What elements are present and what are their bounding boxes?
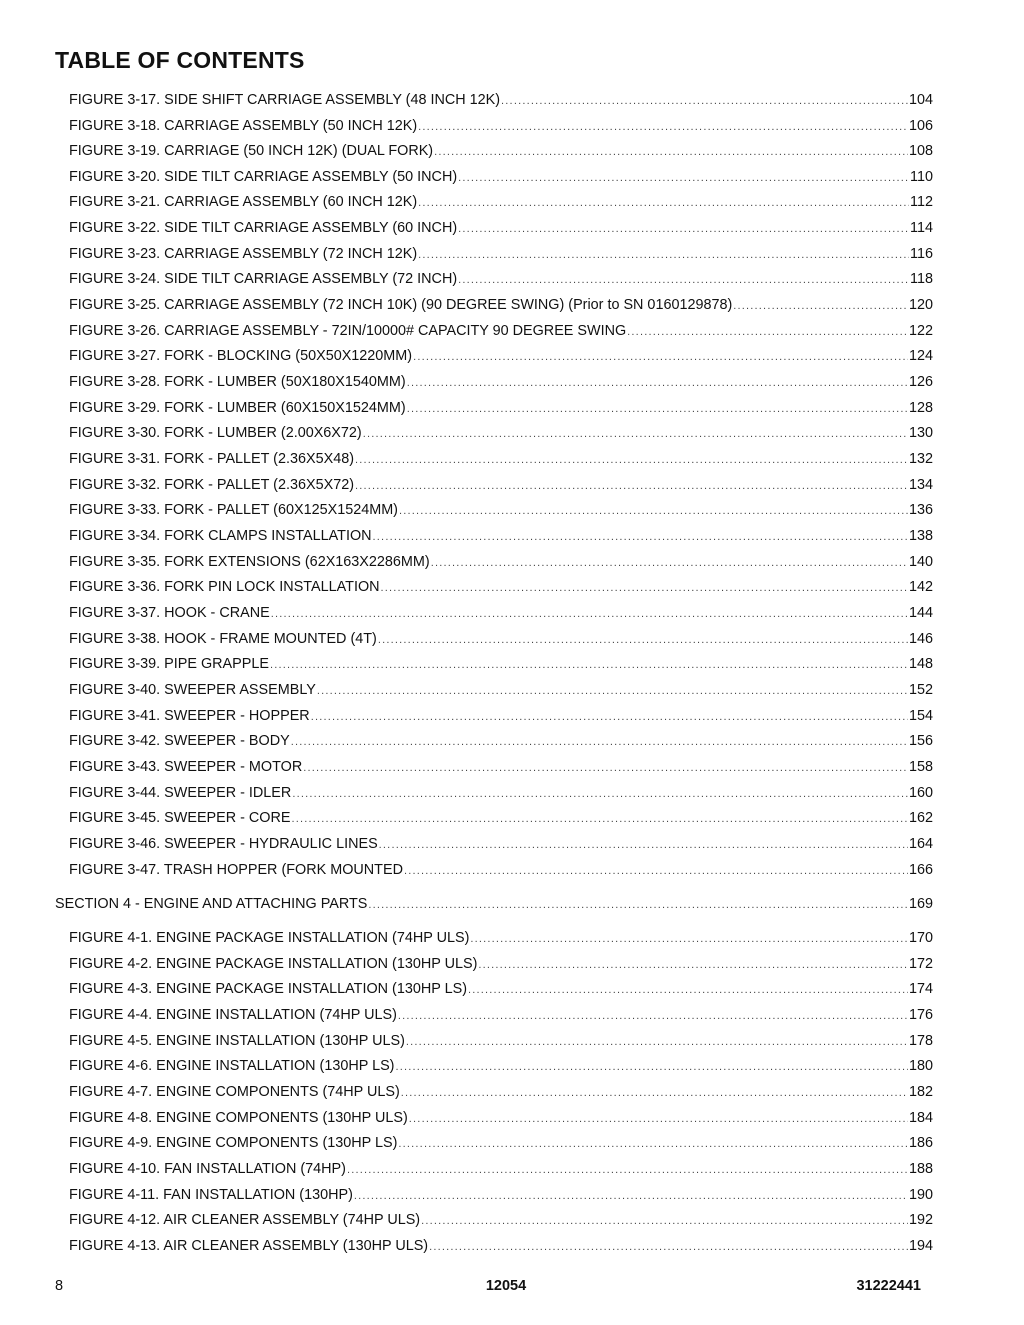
doc-code: 12054 xyxy=(485,1278,527,1294)
toc-entry-label: FIGURE 3-30. FORK - LUMBER (2.00X6X72) xyxy=(69,425,362,441)
toc-entry[interactable] xyxy=(69,980,933,998)
toc-entry-page: 152 xyxy=(908,682,933,698)
toc-entry-label: FIGURE 3-32. FORK - PALLET (2.36X5X72) xyxy=(69,477,354,493)
dot-leader xyxy=(355,451,908,469)
toc-entry-label: FIGURE 3-20. SIDE TILT CARRIAGE ASSEMBLY (50 INCH) xyxy=(69,169,458,185)
toc-entry[interactable] xyxy=(69,1109,933,1127)
page-title: TABLE OF CONTENTS xyxy=(55,47,305,73)
toc-entry-page: 136 xyxy=(908,502,933,518)
toc-entry-label: FIGURE 3-36. FORK PIN LOCK INSTALLATION xyxy=(69,579,380,595)
toc-entry-page: 156 xyxy=(908,733,933,749)
toc-entry-page: 118 xyxy=(910,271,933,287)
toc-entry-label: FIGURE 4-4. ENGINE INSTALLATION (74HP ULS) xyxy=(69,1007,397,1023)
toc-entry-label: FIGURE 3-28. FORK - LUMBER (50X180X1540MM) xyxy=(69,374,406,390)
toc-entry-page: 124 xyxy=(908,348,933,364)
dot-leader xyxy=(270,656,908,674)
toc-entry-page: 106 xyxy=(908,118,933,134)
toc-entry[interactable] xyxy=(69,117,933,135)
toc-entry[interactable] xyxy=(69,707,933,725)
toc-entry-label: FIGURE 3-41. SWEEPER - HOPPER xyxy=(69,708,310,724)
toc-entry-page: 140 xyxy=(908,554,933,570)
toc-entry-label: FIGURE 3-47. TRASH HOPPER (FORK MOUNTED xyxy=(69,862,403,878)
toc-entry[interactable] xyxy=(69,835,933,853)
dot-leader xyxy=(468,981,908,999)
toc-entry[interactable] xyxy=(69,142,933,160)
toc-section-entry[interactable] xyxy=(55,895,933,913)
dot-leader xyxy=(429,1238,908,1256)
toc-entry-label: SECTION 4 - ENGINE AND ATTACHING PARTS xyxy=(55,896,368,912)
toc-entry[interactable] xyxy=(69,245,933,263)
toc-entry[interactable] xyxy=(69,861,933,879)
part-number: 31222441 xyxy=(856,1278,921,1294)
toc-entry[interactable] xyxy=(69,193,933,211)
dot-leader xyxy=(458,169,909,187)
toc-entry-page: 162 xyxy=(908,810,933,826)
toc-entry-page: 178 xyxy=(908,1033,933,1049)
toc-entry-label: FIGURE 3-35. FORK EXTENSIONS (62X163X2286MM) xyxy=(69,554,430,570)
toc-entry-page: 138 xyxy=(908,528,933,544)
toc-entry-page: 190 xyxy=(908,1187,933,1203)
toc-entry[interactable] xyxy=(69,399,933,417)
dot-leader xyxy=(292,810,908,828)
toc-entry-label: FIGURE 3-39. PIPE GRAPPLE xyxy=(69,656,269,672)
toc-entry-label: FIGURE 3-46. SWEEPER - HYDRAULIC LINES xyxy=(69,836,378,852)
dot-leader xyxy=(404,862,908,880)
dot-leader xyxy=(311,708,908,726)
toc-entry[interactable] xyxy=(69,784,933,802)
dot-leader xyxy=(363,425,908,443)
toc-entry[interactable] xyxy=(69,1160,933,1178)
dot-leader xyxy=(406,1033,908,1051)
toc-entry-label: FIGURE 3-31. FORK - PALLET (2.36X5X48) xyxy=(69,451,354,467)
toc-entry-label: FIGURE 3-40. SWEEPER ASSEMBLY xyxy=(69,682,316,698)
toc-entry-label: FIGURE 3-25. CARRIAGE ASSEMBLY (72 INCH 10K) (90 DEGREE SWING) (Prior to SN 0160129878) xyxy=(69,297,733,313)
toc-entry-label: FIGURE 3-23. CARRIAGE ASSEMBLY (72 INCH 12K) xyxy=(69,246,418,262)
dot-leader xyxy=(354,1187,908,1205)
toc-entry-label: FIGURE 4-12. AIR CLEANER ASSEMBLY (74HP ULS) xyxy=(69,1212,421,1228)
toc-entry-page: 184 xyxy=(908,1110,933,1126)
dot-leader xyxy=(409,1110,908,1128)
toc-entry-page: 148 xyxy=(908,656,933,672)
toc-entry[interactable] xyxy=(69,630,933,648)
toc-entry[interactable] xyxy=(69,168,933,186)
toc-entry-label: FIGURE 3-19. CARRIAGE (50 INCH 12K) (DUAL FORK) xyxy=(69,143,434,159)
toc-entry-label: FIGURE 3-18. CARRIAGE ASSEMBLY (50 INCH 12K) xyxy=(69,118,418,134)
toc-entry-page: 182 xyxy=(908,1084,933,1100)
toc-entry-label: FIGURE 4-3. ENGINE PACKAGE INSTALLATION (130HP LS) xyxy=(69,981,467,997)
toc-entry-label: FIGURE 3-45. SWEEPER - CORE xyxy=(69,810,291,826)
toc-entry-label: FIGURE 4-10. FAN INSTALLATION (74HP) xyxy=(69,1161,346,1177)
toc-entry[interactable] xyxy=(69,1083,933,1101)
dot-leader xyxy=(421,1212,908,1230)
toc-entry-page: 134 xyxy=(908,477,933,493)
toc-entry-page: 169 xyxy=(908,896,933,912)
dot-leader xyxy=(401,1084,908,1102)
dot-leader xyxy=(458,271,909,289)
toc-entry-label: FIGURE 4-9. ENGINE COMPONENTS (130HP LS) xyxy=(69,1135,398,1151)
toc-entry[interactable] xyxy=(69,322,933,340)
toc-entry[interactable] xyxy=(69,476,933,494)
dot-leader xyxy=(478,956,908,974)
dot-leader xyxy=(271,605,908,623)
toc-entry-page: 114 xyxy=(910,220,933,236)
toc-entry-page: 158 xyxy=(908,759,933,775)
dot-leader xyxy=(291,733,908,751)
toc-entry[interactable] xyxy=(69,424,933,442)
toc-entry-page: 112 xyxy=(910,194,933,210)
dot-leader xyxy=(398,1007,908,1025)
dot-leader xyxy=(355,477,908,495)
toc-entry[interactable] xyxy=(69,270,933,288)
toc-entry[interactable] xyxy=(69,1211,933,1229)
dot-leader xyxy=(407,374,908,392)
toc-entry[interactable] xyxy=(69,1237,933,1255)
toc-entry-label: FIGURE 4-6. ENGINE INSTALLATION (130HP LS) xyxy=(69,1058,395,1074)
toc-entry[interactable] xyxy=(69,347,933,365)
toc-entry[interactable] xyxy=(69,655,933,673)
toc-entry-page: 160 xyxy=(908,785,933,801)
dot-leader xyxy=(303,759,908,777)
toc-entry-label: FIGURE 4-13. AIR CLEANER ASSEMBLY (130HP ULS) xyxy=(69,1238,429,1254)
dot-leader xyxy=(627,323,908,341)
dot-leader xyxy=(381,579,908,597)
toc-entry-label: FIGURE 4-11. FAN INSTALLATION (130HP) xyxy=(69,1187,353,1203)
toc-entry-page: 188 xyxy=(908,1161,933,1177)
toc-entry[interactable] xyxy=(69,681,933,699)
toc-entry-label: FIGURE 3-27. FORK - BLOCKING (50X50X1220MM) xyxy=(69,348,413,364)
dot-leader xyxy=(292,785,908,803)
toc-entry[interactable] xyxy=(69,758,933,776)
dot-leader xyxy=(399,502,908,520)
toc-entry-page: 132 xyxy=(908,451,933,467)
toc-entry-page: 180 xyxy=(908,1058,933,1074)
toc-entry-page: 108 xyxy=(908,143,933,159)
dot-leader xyxy=(373,528,908,546)
dot-leader xyxy=(418,194,909,212)
dot-leader xyxy=(395,1058,908,1076)
toc-entry-label: FIGURE 3-29. FORK - LUMBER (60X150X1524MM) xyxy=(69,400,406,416)
toc-entry-label: FIGURE 3-43. SWEEPER - MOTOR xyxy=(69,759,303,775)
dot-leader xyxy=(733,297,908,315)
dot-leader xyxy=(431,554,908,572)
toc-entry-page: 146 xyxy=(908,631,933,647)
dot-leader xyxy=(317,682,908,700)
dot-leader xyxy=(378,631,908,649)
toc-entry-label: FIGURE 3-44. SWEEPER - IDLER xyxy=(69,785,292,801)
toc-entry-page: 128 xyxy=(908,400,933,416)
toc-entry-page: 166 xyxy=(908,862,933,878)
toc-entry[interactable] xyxy=(69,373,933,391)
dot-leader xyxy=(407,400,908,418)
page-number: 8 xyxy=(55,1278,64,1294)
toc-entry-page: 126 xyxy=(908,374,933,390)
toc-entry-label: FIGURE 3-38. HOOK - FRAME MOUNTED (4T) xyxy=(69,631,377,647)
toc-entry[interactable] xyxy=(69,1134,933,1152)
toc-entry[interactable] xyxy=(69,1186,933,1204)
toc-entry[interactable] xyxy=(69,450,933,468)
toc-entry-label: FIGURE 4-7. ENGINE COMPONENTS (74HP ULS) xyxy=(69,1084,400,1100)
toc-entry-label: FIGURE 4-8. ENGINE COMPONENTS (130HP ULS) xyxy=(69,1110,408,1126)
toc-entry[interactable] xyxy=(69,296,933,314)
toc-entry-page: 116 xyxy=(910,246,933,262)
toc-entry[interactable] xyxy=(69,955,933,973)
toc-entry[interactable] xyxy=(69,219,933,237)
dot-leader xyxy=(434,143,908,161)
toc-entry-label: FIGURE 4-2. ENGINE PACKAGE INSTALLATION (130HP ULS) xyxy=(69,956,478,972)
toc-entry-label: FIGURE 3-33. FORK - PALLET (60X125X1524MM) xyxy=(69,502,398,518)
toc-entry-label: FIGURE 3-26. CARRIAGE ASSEMBLY - 72IN/10000# CAPACITY 90 DEGREE SWING xyxy=(69,323,627,339)
dot-leader xyxy=(413,348,908,366)
toc-entry-page: 164 xyxy=(908,836,933,852)
toc-entry[interactable] xyxy=(69,91,933,109)
toc-entry-page: 194 xyxy=(908,1238,933,1254)
toc-entry[interactable] xyxy=(69,553,933,571)
toc-entry[interactable] xyxy=(69,1057,933,1075)
toc-entry-page: 110 xyxy=(910,169,933,185)
dot-leader xyxy=(418,118,908,136)
toc-entry[interactable] xyxy=(69,1032,933,1050)
toc-entry[interactable] xyxy=(69,578,933,596)
toc-entry-page: 130 xyxy=(908,425,933,441)
toc-entry-page: 174 xyxy=(908,981,933,997)
toc-entry-label: FIGURE 3-22. SIDE TILT CARRIAGE ASSEMBLY (60 INCH) xyxy=(69,220,458,236)
dot-leader xyxy=(379,836,908,854)
toc-entry-label: FIGURE 3-37. HOOK - CRANE xyxy=(69,605,270,621)
toc-entry-page: 170 xyxy=(908,930,933,946)
toc-entry[interactable] xyxy=(69,604,933,622)
toc-entry-page: 104 xyxy=(908,92,933,108)
toc-entry[interactable] xyxy=(69,732,933,750)
dot-leader xyxy=(501,92,908,110)
toc-entry-page: 120 xyxy=(908,297,933,313)
toc-entry-page: 192 xyxy=(908,1212,933,1228)
toc-entry-page: 154 xyxy=(908,708,933,724)
toc-entry-label: FIGURE 3-42. SWEEPER - BODY xyxy=(69,733,290,749)
dot-leader xyxy=(347,1161,908,1179)
toc-entry-label: FIGURE 4-1. ENGINE PACKAGE INSTALLATION (74HP ULS) xyxy=(69,930,470,946)
dot-leader xyxy=(470,930,908,948)
toc-entry[interactable] xyxy=(69,929,933,947)
toc-entry[interactable] xyxy=(69,1006,933,1024)
toc-entry[interactable] xyxy=(69,809,933,827)
dot-leader xyxy=(398,1135,908,1153)
toc-entry-label: FIGURE 4-5. ENGINE INSTALLATION (130HP ULS) xyxy=(69,1033,405,1049)
toc-entry-page: 142 xyxy=(908,579,933,595)
toc-entry-label: FIGURE 3-21. CARRIAGE ASSEMBLY (60 INCH 12K) xyxy=(69,194,418,210)
dot-leader xyxy=(458,220,909,238)
toc-entry-page: 176 xyxy=(908,1007,933,1023)
toc-entry[interactable] xyxy=(69,501,933,519)
toc-entry-label: FIGURE 3-24. SIDE TILT CARRIAGE ASSEMBLY (72 INCH) xyxy=(69,271,458,287)
toc-entry-page: 186 xyxy=(908,1135,933,1151)
toc-entry-page: 122 xyxy=(908,323,933,339)
toc-entry-page: 172 xyxy=(908,956,933,972)
toc-entry-label: FIGURE 3-17. SIDE SHIFT CARRIAGE ASSEMBLY (48 INCH 12K) xyxy=(69,92,501,108)
toc-entry[interactable] xyxy=(69,527,933,545)
dot-leader xyxy=(418,246,909,264)
toc-entry-label: FIGURE 3-34. FORK CLAMPS INSTALLATION xyxy=(69,528,372,544)
toc-entry-page: 144 xyxy=(908,605,933,621)
dot-leader xyxy=(368,896,908,914)
